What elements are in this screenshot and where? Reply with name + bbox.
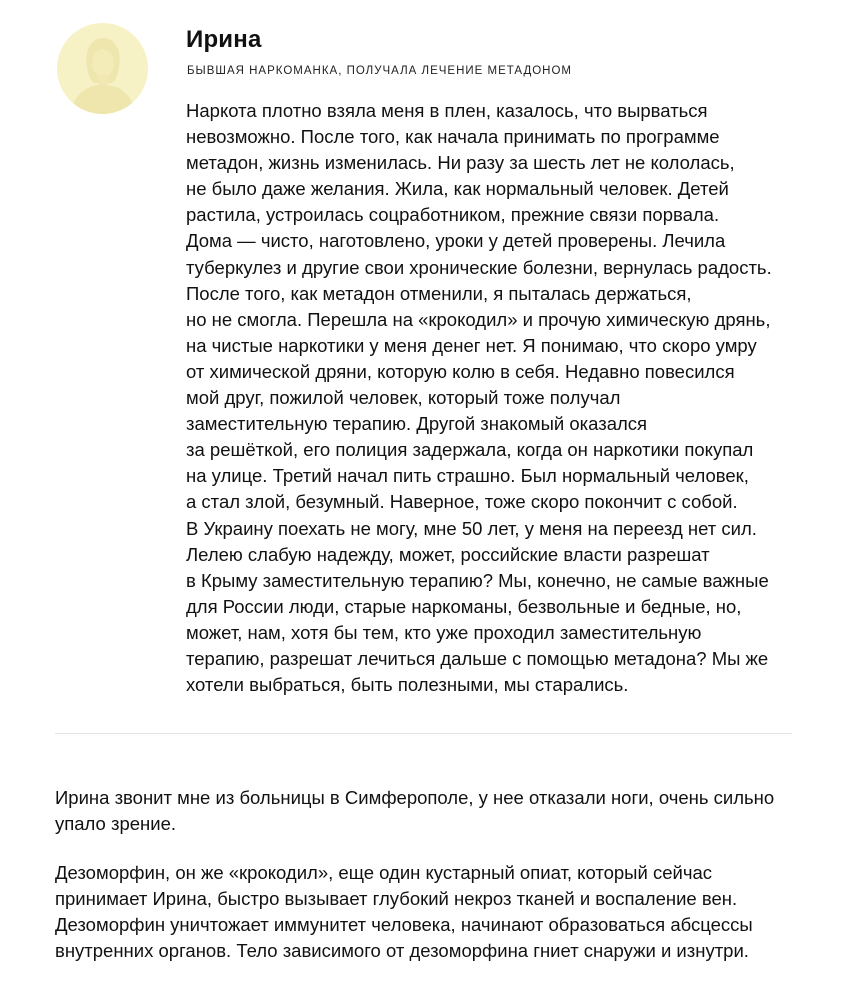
section-divider: [55, 733, 792, 734]
paragraph-line: Ирина звонит мне из больницы в Симферополе, у нее отказали ноги, очень сильно: [55, 787, 775, 808]
quote-line: на чистые наркотики у меня денег нет. Я понимаю, что скоро умру: [186, 334, 757, 356]
quote-line: в Крыму заместительную терапию? Мы, конечно, не самые важные: [186, 569, 769, 591]
quote-line: терапию, разрешат лечиться дальше с помощью метадона? Мы же: [186, 647, 769, 669]
quote-line: туберкулез и другие свои хронические болезни, вернулась радость.: [186, 256, 772, 278]
quote-line: не было даже желания. Жила, как нормальный человек. Детей: [186, 178, 729, 200]
quote-line: для России люди, старые наркоманы, безвольные и бедные, но,: [186, 595, 742, 617]
paragraph-line: принимает Ирина, быстро вызывает глубокий некроз тканей и воспаление вен.: [55, 888, 738, 910]
author-avatar: [57, 23, 148, 114]
author-name: Ирина: [186, 26, 262, 53]
quote-line: на улице. Третий начал пить страшно. Был нормальный человек,: [186, 465, 749, 487]
quote-line: от химической дряни, которую колю в себя. Недавно повесился: [186, 360, 735, 382]
quote-line: а стал злой, безумный. Наверное, тоже скоро покончит с собой.: [186, 491, 738, 513]
article-paragraph: [55, 860, 835, 964]
quote-line: но не смогла. Перешла на «крокодил» и прочую химическую дрянь,: [186, 308, 771, 330]
quote-line: заместительную терапию. Другой знакомый оказался: [186, 413, 648, 435]
quote-line: растила, устроилась соцработником, прежние связи порвала.: [186, 204, 720, 226]
quote-line: может, нам, хотя бы тем, кто уже проходил заместительную: [186, 621, 702, 643]
quote-line: Лелею слабую надежду, может, российские власти разрешат: [186, 543, 710, 565]
quote-line: мой друг, пожилой человек, который тоже получал: [186, 387, 621, 409]
quote-line: метадон, жизнь изменилась. Ни разу за шесть лет не кололась,: [186, 152, 735, 174]
paragraph-line: Дезоморфин, он же «крокодил», еще один кустарный опиат, который сейчас: [55, 862, 713, 883]
quote-line: В Украину поехать не могу, мне 50 лет, у меня на переезд нет сил.: [186, 517, 757, 539]
quote-line: Дома — чисто, наготовлено, уроки у детей проверены. Лечила: [186, 230, 726, 252]
quote-line: хотели выбраться, быть полезными, мы старались.: [186, 674, 629, 696]
quote-line: После того, как метадон отменили, я пыталась держаться,: [186, 282, 692, 304]
quote-text: [186, 98, 806, 698]
quote-line: Наркота плотно взяла меня в плен, казалось, что вырваться: [186, 100, 708, 121]
quote-line: невозможно. После того, как начала принимать по программе: [186, 126, 720, 148]
quote-line: за решёткой, его полиция задержала, когда он наркотики покупал: [186, 439, 754, 461]
author-role: БЫВШАЯ НАРКОМАНКА, ПОЛУЧАЛА ЛЕЧЕНИЕ МЕТАДОНОМ: [187, 65, 573, 77]
article-paragraph: [55, 785, 835, 837]
paragraph-line: внутренних органов. Тело зависимого от дезоморфина гниет снаружи и изнутри.: [55, 940, 749, 962]
paragraph-line: Дезоморфин уничтожает иммунитет человека, начинают образоваться абсцессы: [55, 914, 753, 936]
person-silhouette-icon: [57, 23, 148, 114]
paragraph-line: упало зрение.: [55, 813, 177, 835]
